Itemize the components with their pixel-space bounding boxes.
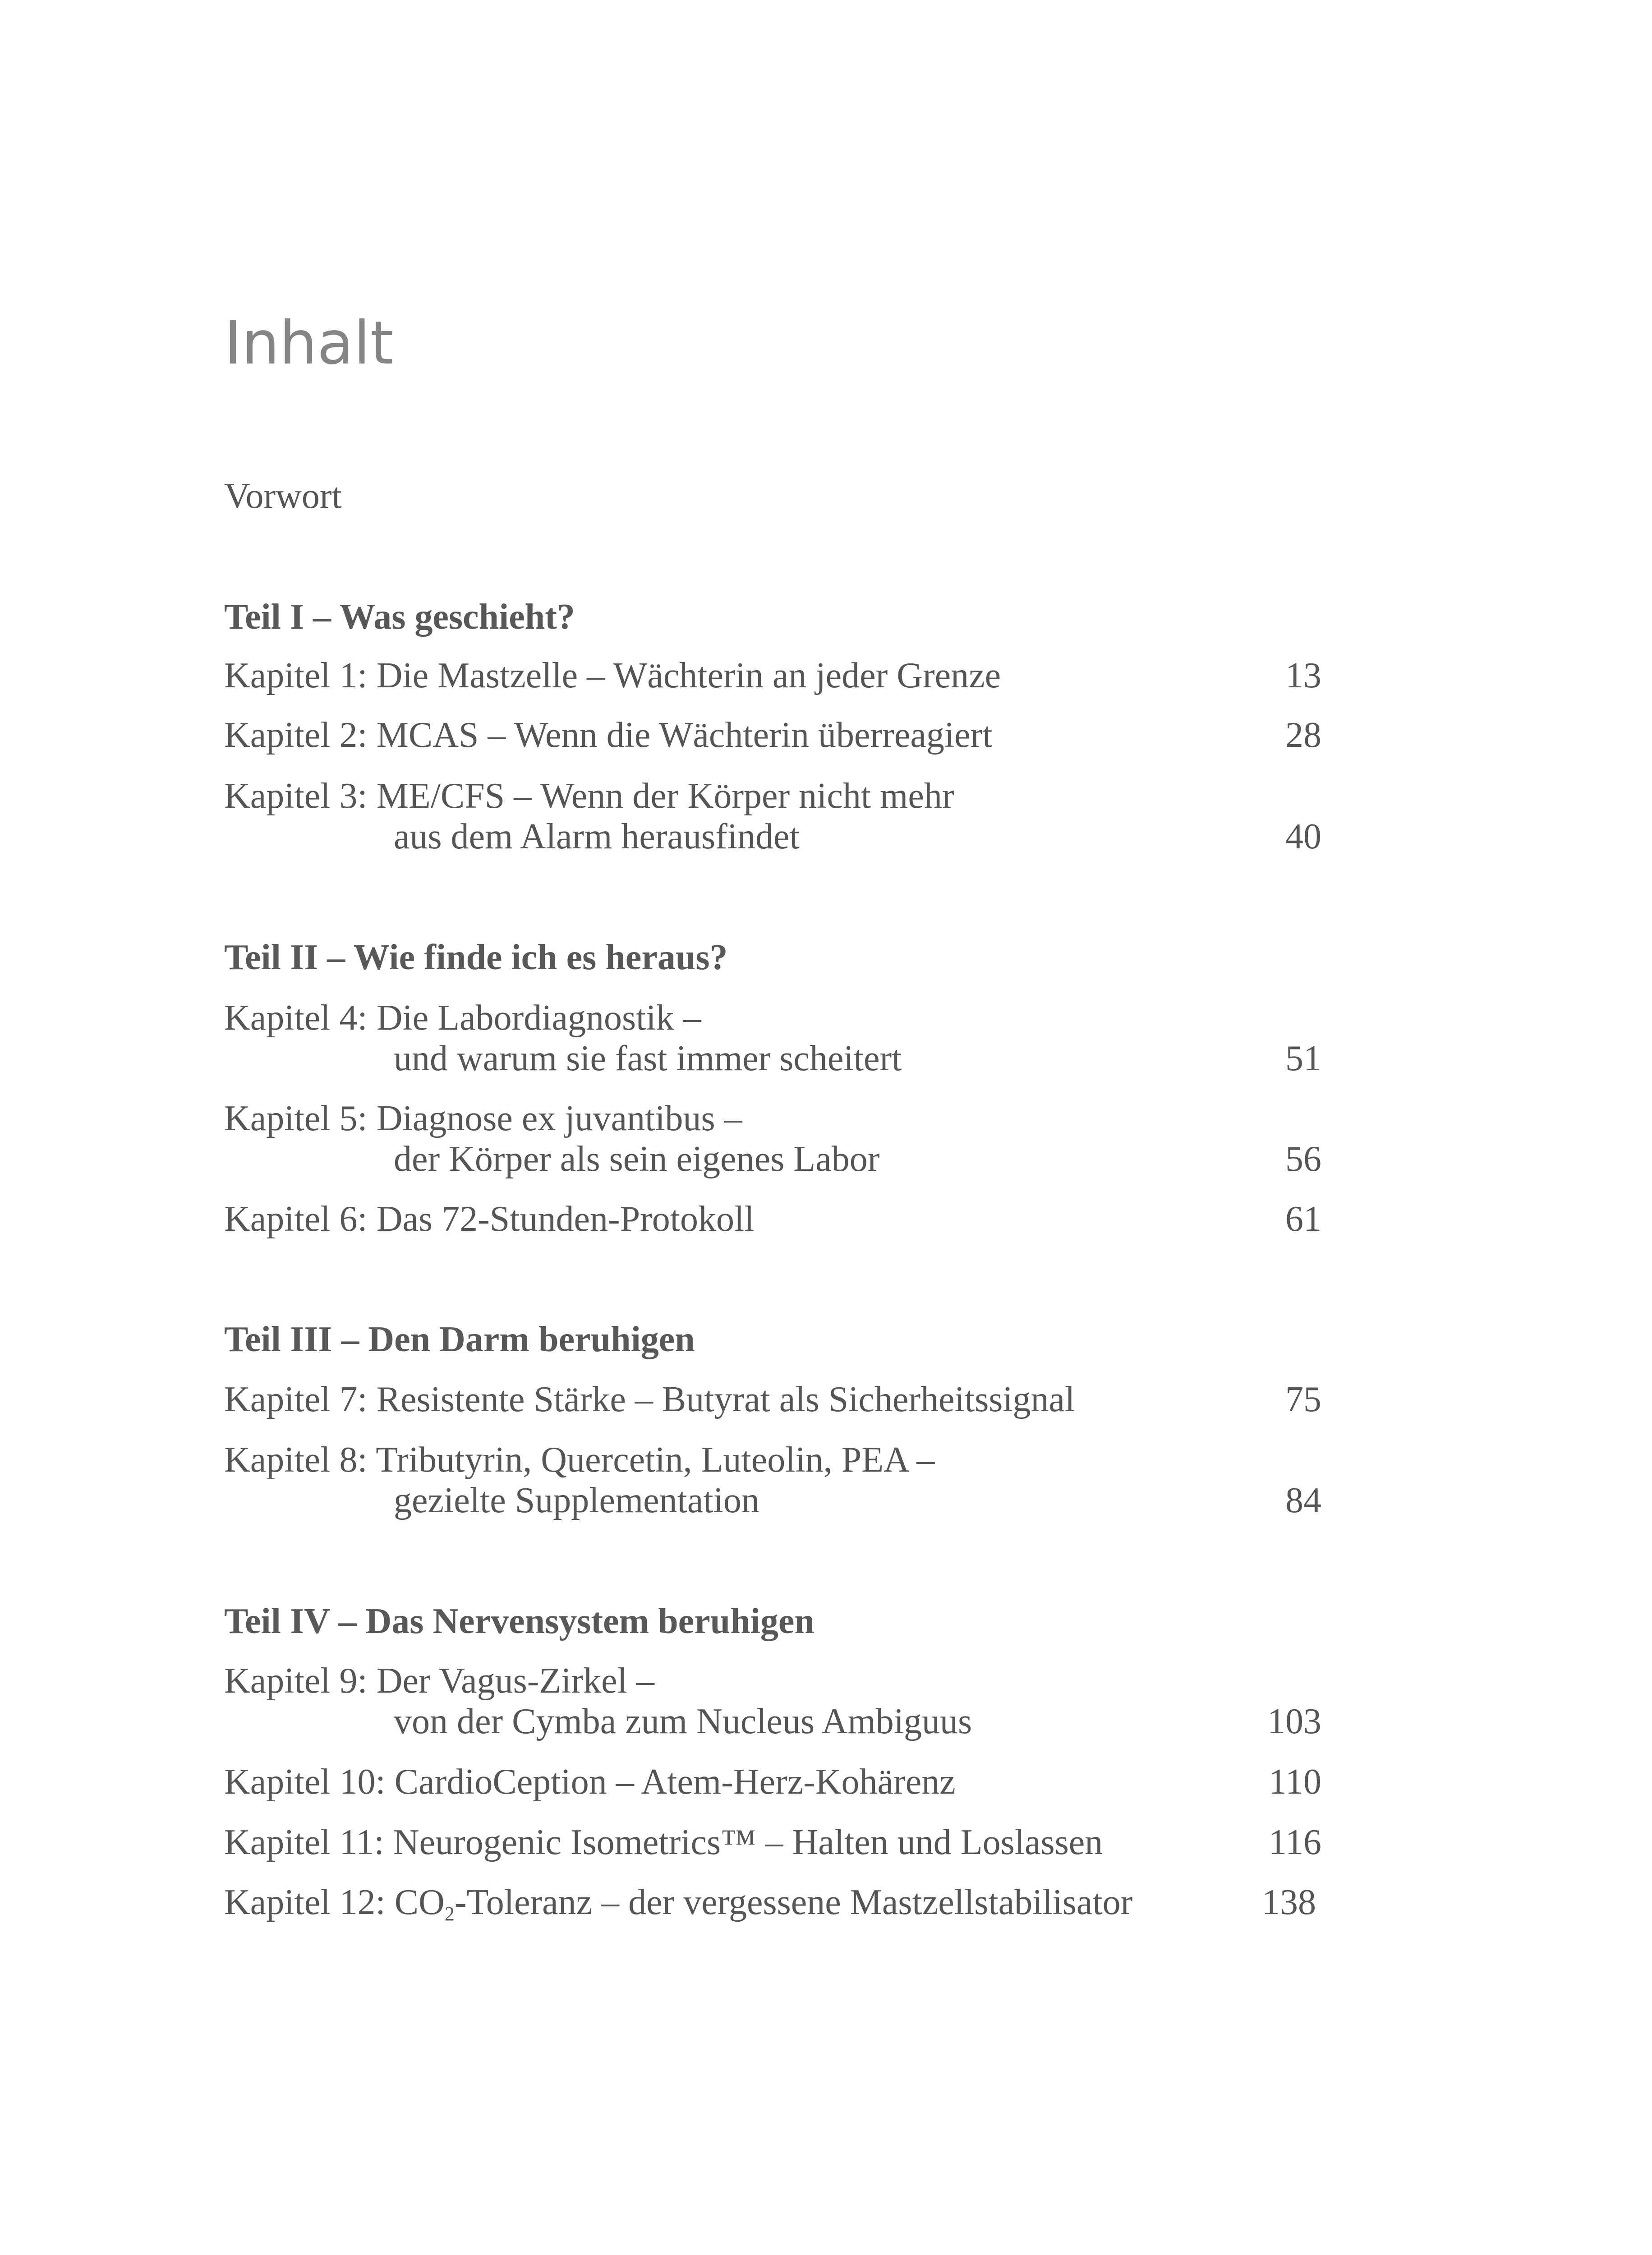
toc-chapter-11[interactable]: Kapitel 11: Neurogenic Isometrics™ – Halten und Loslassen (224, 1822, 1103, 1862)
page-number: 51 (1285, 1039, 1321, 1078)
page-number: 138 (1262, 1882, 1316, 1922)
page-number: 84 (1285, 1481, 1321, 1520)
page-title: Inhalt (224, 308, 394, 378)
toc-chapter-6[interactable]: Kapitel 6: Das 72-Stunden-Protokoll (224, 1199, 755, 1239)
page-number: 110 (1268, 1762, 1321, 1802)
toc-chapter-8-continued[interactable]: gezielte Supplementation (394, 1481, 759, 1520)
page-number: 56 (1285, 1139, 1321, 1179)
toc-chapter-4[interactable]: Kapitel 4: Die Labordiagnostik – (224, 998, 701, 1038)
toc-chapter-4-continued[interactable]: und warum sie fast immer scheitert (394, 1039, 902, 1078)
toc-chapter-9-continued[interactable]: von der Cymba zum Nucleus Ambiguus (394, 1702, 972, 1741)
page-number: 28 (1285, 715, 1321, 755)
foreword-entry[interactable]: Vorwort (224, 476, 342, 516)
toc-chapter-9[interactable]: Kapitel 9: Der Vagus-Zirkel – (224, 1661, 654, 1701)
part-4-title: Teil IV – Das Nervensystem beruhigen (224, 1602, 814, 1641)
toc-chapter-12-prefix: Kapitel 12: CO (224, 1882, 445, 1922)
page-number: 116 (1268, 1822, 1321, 1862)
toc-chapter-1[interactable]: Kapitel 1: Die Mastzelle – Wächterin an jeder Grenze (224, 656, 1001, 695)
page-number: 103 (1267, 1702, 1321, 1741)
toc-chapter-3-continued[interactable]: aus dem Alarm herausfindet (394, 817, 800, 856)
toc-chapter-5-continued[interactable]: der Körper als sein eigenes Labor (394, 1139, 880, 1179)
part-1-title: Teil I – Was geschieht? (224, 597, 575, 637)
co2-subscript: 2 (444, 1903, 455, 1925)
toc-chapter-7[interactable]: Kapitel 7: Resistente Stärke – Butyrat als Sicherheitssignal (224, 1380, 1075, 1419)
page-number: 13 (1285, 656, 1321, 695)
toc-chapter-5[interactable]: Kapitel 5: Diagnose ex juvantibus – (224, 1099, 742, 1138)
toc-chapter-10[interactable]: Kapitel 10: CardioCeption – Atem-Herz-Kohärenz (224, 1762, 956, 1802)
toc-chapter-12[interactable] (224, 1882, 1133, 1925)
toc-chapter-8[interactable]: Kapitel 8: Tributyrin, Quercetin, Luteolin, PEA – (224, 1440, 935, 1480)
page-number: 61 (1285, 1199, 1321, 1239)
toc-chapter-2[interactable]: Kapitel 2: MCAS – Wenn die Wächterin überreagiert (224, 715, 993, 755)
part-2-title: Teil II – Wie finde ich es heraus? (224, 938, 728, 977)
toc-chapter-3[interactable]: Kapitel 3: ME/CFS – Wenn der Körper nicht mehr (224, 776, 954, 816)
page-number: 40 (1285, 817, 1321, 856)
page-number: 75 (1285, 1380, 1321, 1419)
part-3-title: Teil III – Den Darm beruhigen (224, 1320, 695, 1359)
toc-chapter-12-suffix: -Toleranz – der vergessene Mastzellstabilisator (454, 1882, 1133, 1922)
